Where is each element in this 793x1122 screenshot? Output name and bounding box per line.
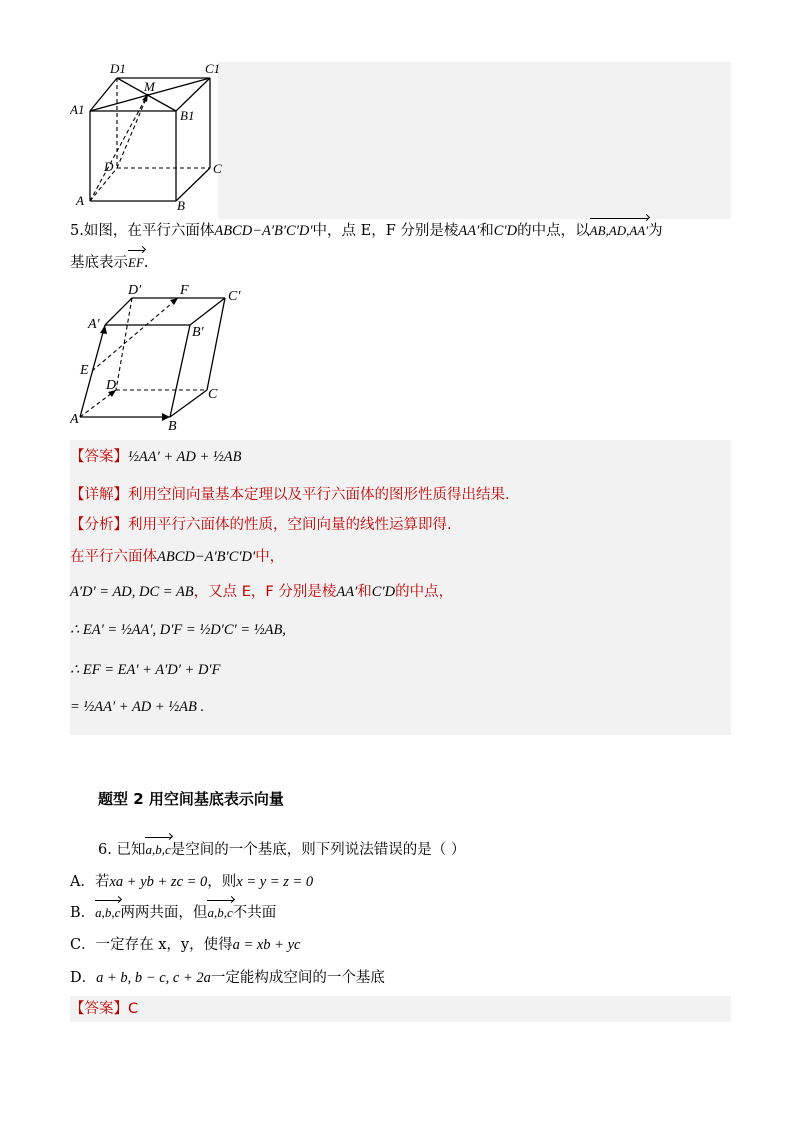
- label-C2: C: [208, 387, 218, 402]
- solution5-line2: A′D′ = AD, DC = AB，又点 E，F 分别是棱AA′和C′D的中点，: [70, 584, 454, 600]
- label-B-prime: B′: [192, 325, 204, 340]
- answer6-value: C: [128, 1001, 139, 1017]
- answer5-line: [70, 447, 242, 467]
- cube-figure: [70, 58, 230, 218]
- label-B: B: [177, 198, 185, 213]
- solution5-line4: ∴ EF = EA′ + A′D′ + D′F: [70, 662, 221, 678]
- problem6-option-a: A．若xa + yb + zc = 0，则x = y = z = 0: [70, 874, 314, 890]
- label-M: M: [144, 79, 155, 94]
- solution5-line1: 在平行六面体ABCD−A′B′C′D′中，: [70, 549, 285, 565]
- label-F: F: [180, 283, 189, 298]
- fig1-background: [218, 62, 731, 219]
- answer6-tag: 【答案】: [70, 1001, 128, 1017]
- answer6-background: [70, 996, 731, 1022]
- label-C1: C1: [205, 61, 221, 76]
- label-C: C: [213, 161, 222, 176]
- answer6-line: [70, 999, 138, 1019]
- problem6-stem: 6. 已知a,b,c是空间的一个基底，则下列说法错误的是（ ）: [98, 842, 466, 858]
- section-heading: 题型 2 用空间基底表示向量: [98, 790, 284, 808]
- label-A2: A: [70, 412, 79, 427]
- problem5-line1: 5.如图，在平行六面体ABCD−A′B′C′D′中，点 E，F 分别是棱AA′和C′D的中点，以AB,AD,AA′为: [70, 223, 663, 239]
- label-D1: D1: [110, 61, 126, 76]
- label-C-prime: C′: [228, 289, 241, 304]
- answer5-tag: 【答案】: [70, 449, 128, 465]
- label-E: E: [80, 363, 89, 378]
- problem6-option-d: D．a + b, b − c, c + 2a一定能构成空间的一个基底: [70, 970, 385, 986]
- label-B1: B1: [180, 108, 195, 123]
- detail5-line: 【详解】利用空间向量基本定理以及平行六面体的图形性质得出结果.: [70, 487, 510, 503]
- solution5-line3: ∴ EA′ = ½AA′, D′F = ½D′C′ = ½AB,: [70, 622, 286, 638]
- problem6-option-b: B．a,b,c两两共面，但a,b,c不共面: [70, 905, 277, 921]
- analysis5-line: 【分析】利用平行六面体的性质，空间向量的线性运算即得.: [70, 517, 452, 533]
- label-D: D: [104, 159, 114, 174]
- answer5-expr: ½AA′ + AD + ½AB: [128, 449, 242, 465]
- problem6-option-c: C．一定存在 x，y，使得a = xb + yc: [70, 937, 301, 953]
- label-D2: D: [106, 378, 117, 393]
- parallelepiped-figure: [70, 282, 260, 432]
- label-B2: B: [168, 419, 177, 432]
- label-A: A: [76, 193, 84, 208]
- label-A1: A1: [70, 102, 85, 117]
- label-D-prime: D′: [128, 283, 142, 298]
- solution5-line5: = ½AA′ + AD + ½AB .: [70, 699, 205, 715]
- label-A-prime: A′: [88, 317, 100, 332]
- problem5-line2: 基底表示EF.: [70, 255, 149, 271]
